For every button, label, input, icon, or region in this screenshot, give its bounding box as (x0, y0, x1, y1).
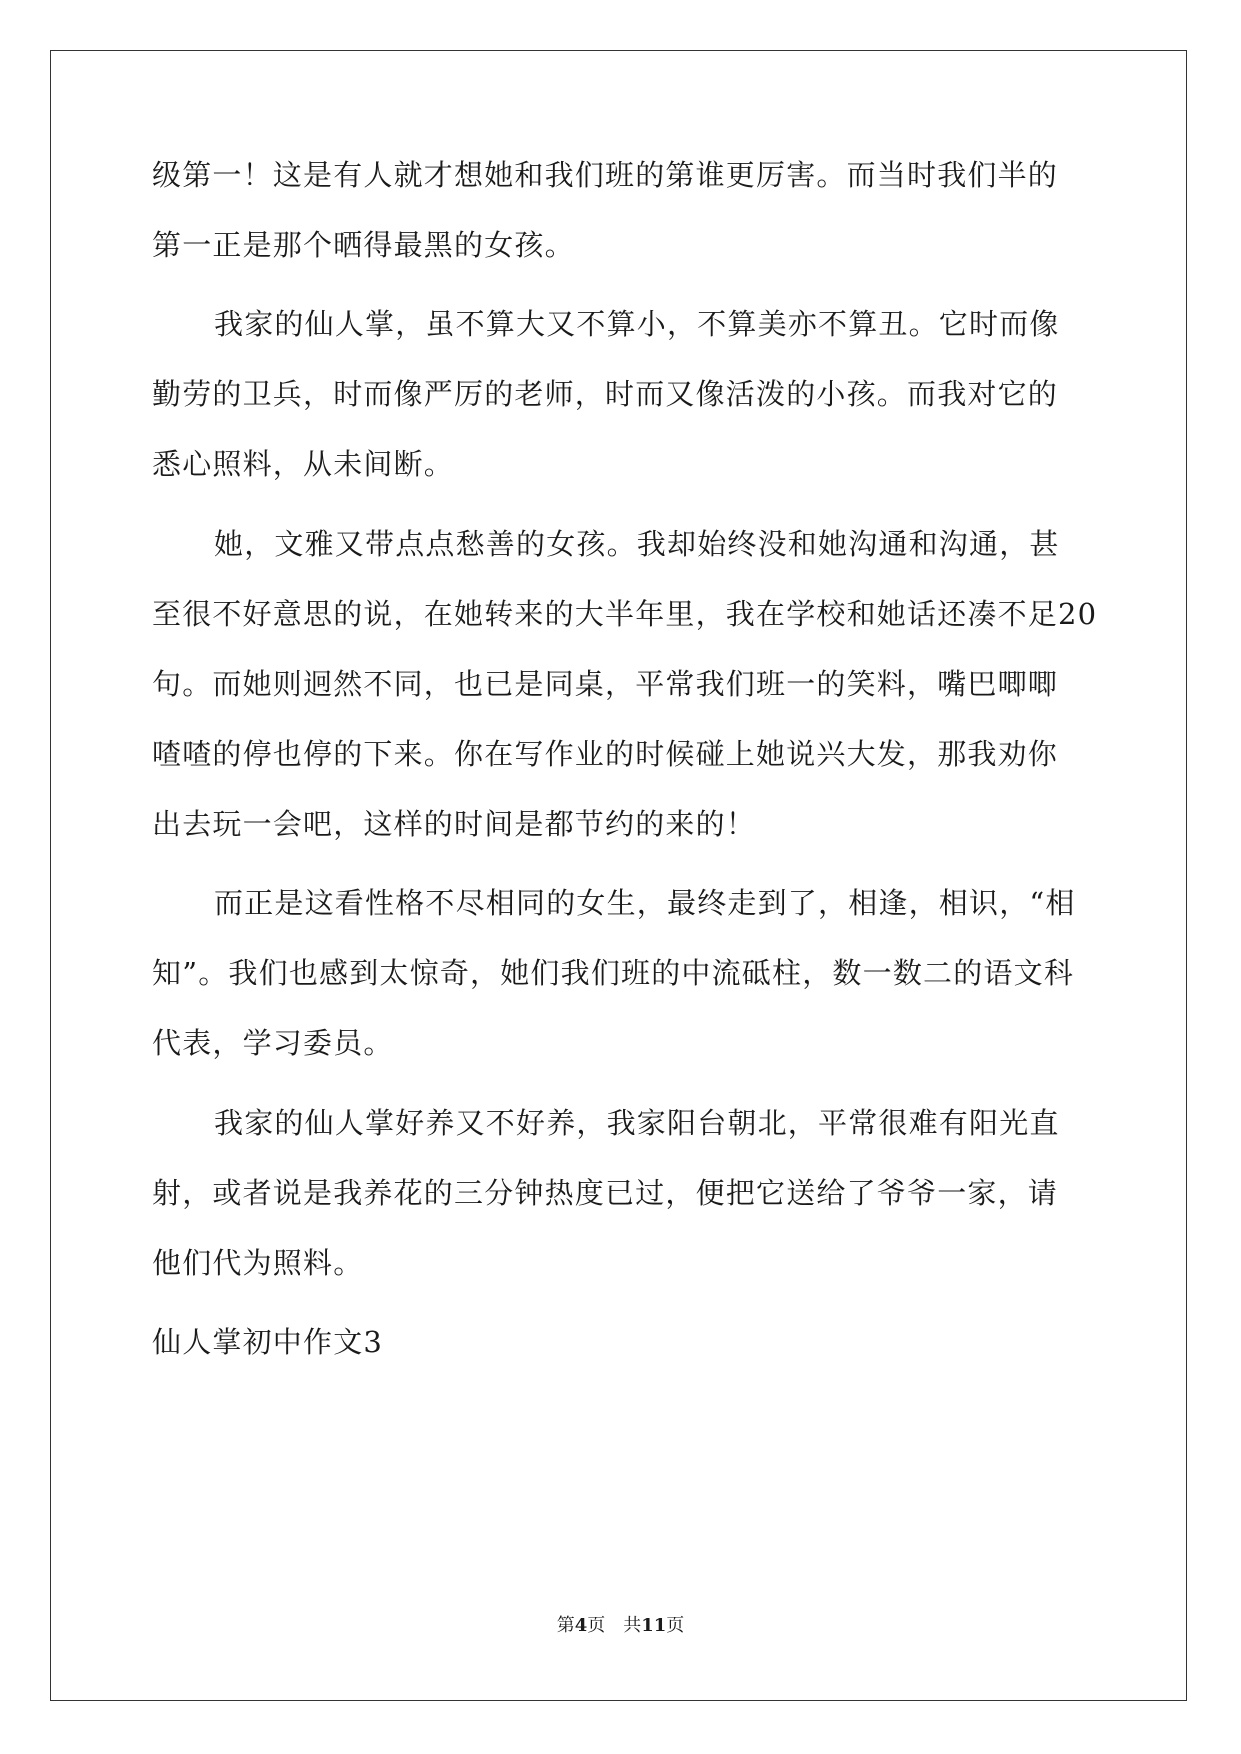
page-number-footer (0, 1611, 1241, 1637)
page-mid: 页 共 (587, 1615, 642, 1636)
text-line: 悉心照料，从未间断。 (152, 447, 455, 481)
text-line: 射，或者说是我养花的三分钟热度已过，便把它送给了爷爷一家，请 (152, 1176, 1059, 1210)
text-line: 勤劳的卫兵，时而像严厉的老师，时而又像活泼的小孩。而我对它的 (152, 377, 1059, 411)
text-line: 喳喳的停也停的下来。你在写作业的时候碰上她说兴大发，那我劝你 (152, 737, 1059, 771)
text-line: 他们代为照料。 (152, 1246, 364, 1280)
text-line: 代表，学习委员。 (152, 1026, 394, 1060)
text-line: 至很不好意思的说，在她转来的大半年里，我在学校和她话还凑不足20 (152, 597, 1098, 631)
page-prefix: 第 (556, 1615, 575, 1636)
paragraph-first-line: 她，文雅又带点点愁善的女孩。我却始终没和她沟通和沟通，甚 (214, 527, 1060, 561)
paragraph-first-line: 而正是这看性格不尽相同的女生，最终走到了，相逢，相识，“相 (214, 886, 1076, 920)
text-line: 句。而她则迥然不同，也已是同桌，平常我们班一的笑料，嘴巴唧唧 (152, 667, 1059, 701)
total-pages-number: 11 (641, 1615, 667, 1636)
text-line: 出去玩一会吧，这样的时间是都节约的来的！ (152, 807, 757, 841)
paragraph-first-line: 我家的仙人掌，虽不算大又不算小，不算美亦不算丑。它时而像 (214, 307, 1060, 341)
text-line: 级第一！这是有人就才想她和我们班的第谁更厉害。而当时我们半的 (152, 158, 1059, 192)
current-page-number: 4 (574, 1615, 588, 1636)
page-suffix: 页 (666, 1615, 685, 1636)
page-border (50, 50, 1187, 1701)
section-heading: 仙人掌初中作文3 (152, 1325, 384, 1359)
text-line: 第一正是那个晒得最黑的女孩。 (152, 228, 575, 262)
text-line: 知”。我们也感到太惊奇，她们我们班的中流砥柱，数一数二的语文科 (152, 956, 1075, 990)
paragraph-first-line: 我家的仙人掌好养又不好养，我家阳台朝北，平常很难有阳光直 (214, 1106, 1060, 1140)
